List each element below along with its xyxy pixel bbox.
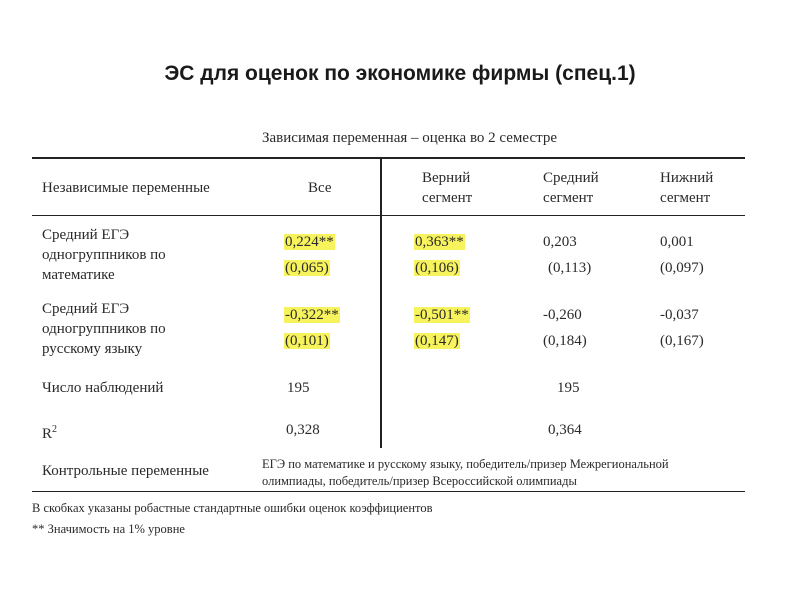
header-lower-segment: Нижний сегмент: [660, 170, 714, 206]
controls-description: ЕГЭ по математике и русскому языку, победитель/призер Межрегиональной олимпиады, победитель/призер Всероссийской олимпиады: [262, 457, 669, 488]
cell-r2-all: 0,328: [286, 422, 320, 438]
header-upper-segment: Верний сегмент: [422, 170, 473, 206]
cell-rus-all-coef: -0,322**: [285, 307, 339, 323]
cell-math-middle-coef: 0,203: [543, 234, 577, 250]
cell-rus-middle-coef: -0,260: [543, 307, 582, 323]
cell-rus-upper-coef: -0,501**: [415, 307, 469, 323]
row-label-r-squared: $R^2$: [42, 424, 58, 442]
table-bottom-rule: [32, 491, 745, 492]
note-robust-errors: В скобках указаны робастные стандартные ошибки оценок коэффициентов: [32, 501, 433, 515]
cell-rus-upper-se: (0,147): [415, 333, 459, 349]
cell-math-lower-se: (0,097): [660, 260, 704, 276]
row-label-observations: Число наблюдений: [42, 380, 164, 396]
row-label-controls: Контрольные переменные: [42, 463, 209, 479]
page-title: ЭС для оценок по экономике фирмы (спец.1): [164, 62, 636, 85]
cell-obs-all: 195: [287, 380, 310, 396]
cell-math-middle-se: (0,113): [548, 260, 592, 276]
header-independent-variables: Независимые переменные: [42, 180, 210, 196]
cell-math-all-se: (0,065): [285, 260, 329, 276]
row-label-russian: Средний ЕГЭ одногруппников по русскому языку: [42, 301, 166, 357]
header-middle-segment: Средний сегмент: [543, 170, 599, 206]
table-top-rule: [32, 157, 745, 159]
dependent-variable-caption: Зависимая переменная – оценка во 2 семестре: [262, 130, 558, 146]
cell-math-upper-coef: 0,363**: [415, 234, 464, 250]
cell-r2-segments: 0,364: [548, 422, 582, 438]
cell-rus-middle-se: (0,184): [543, 333, 587, 349]
cell-math-lower-coef: 0,001: [660, 234, 694, 250]
table-header-rule: [32, 215, 745, 216]
note-significance: ** Значимость на 1% уровне: [32, 522, 185, 536]
header-all: Все: [308, 180, 332, 196]
row-label-math: Средний ЕГЭ одногруппников по математике: [42, 227, 166, 283]
cell-math-all-coef: 0,224**: [285, 234, 334, 250]
cell-rus-lower-se: (0,167): [660, 333, 704, 349]
cell-rus-all-se: (0,101): [285, 333, 329, 349]
cell-rus-lower-coef: -0,037: [660, 307, 699, 323]
table-column-divider: [380, 158, 382, 448]
cell-math-upper-se: (0,106): [415, 260, 459, 276]
cell-obs-segments: 195: [557, 380, 580, 396]
